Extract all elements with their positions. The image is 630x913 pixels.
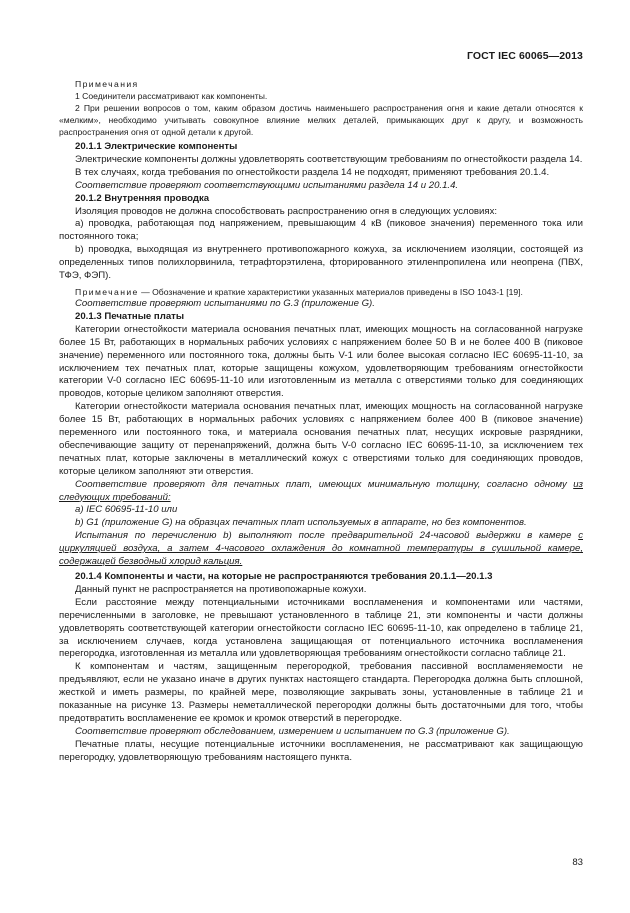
section-20-1-1-compliance: Соответствие проверяют соответствующими испытаниями раздела 14 и 20.1.4.	[75, 179, 459, 191]
section-20-1-4-paragraph-1: Данный пункт не распространяется на противопожарные кожухи.	[75, 583, 367, 595]
section-20-1-4-heading: 20.1.4 Компоненты и части, на которые не распространяются требования 20.1.1—20.1.3	[75, 571, 493, 582]
standard-code-header: ГОСТ IEC 60065—2013	[466, 50, 583, 62]
section-20-1-2-note-text: — Обозначение и краткие характеристики указанных материалов приведены в ISO 1043-1 [19].	[138, 286, 523, 297]
section-20-1-3-compliance	[59, 479, 583, 505]
section-20-1-4-paragraph-4: Печатные платы, несущие потенциальные источники воспламенения, не рассматривают как защищающую перегородку, удовлетворяющую требованиям настоящего пункта.	[59, 738, 583, 763]
note-item-2: 2 При решении вопросов о том, каким образом достичь наименьшего распространения огня и какие детали относятся к «мелким», необходимо учитывать совокупное влияние мелких деталей, примыкающих друг к другу, и возможность распространения огня от одной детали к другой.	[59, 103, 583, 137]
section-20-1-1-paragraph-2: В тех случаях, когда требования по огнестойкости раздела 14 не подходят, применяют требования 20.1.4.	[75, 166, 550, 178]
section-20-1-3-item-b: b) G1 (приложение G) на образцах печатных плат используемых в аппарате, но без компонентов.	[75, 517, 527, 529]
section-20-1-2-note	[59, 286, 583, 298]
section-20-1-3-paragraph-2: Категории огнестойкости материала основания печатных плат, имеющих мощность на согласованной нагрузке более 15 Вт, работающих в нормальных рабочих условиях с напряжением более 400 В (пиковое значение) переменного или постоянного тока, и материала основания печатных плат, несущих искровые разрядники, обеспечивающие защиту от перенапряжений, должна быть V-0 согласно IEC 60695-11-10, за исключением тех печатных плат, которые заключены в металлический кожух с отверстиями только для соединяющих проводов, которые целиком заполняют эти отверстия.	[59, 401, 583, 477]
notes-label: Примечания	[75, 79, 139, 89]
section-20-1-1-heading: 20.1.1 Электрические компоненты	[75, 141, 238, 152]
section-20-1-3-compliance-text: Соответствие проверяют для печатных плат, имеющих минимальную толщину, согласно одному	[75, 478, 574, 490]
section-20-1-2-item-b: b) проводка, выходящая из внутреннего противопожарного кожуха, за исключением изоляции, состоящей из определенных типов полихлорвинила, тетрафторэтилена, фторированного этиленпропилена или неопрена (ПВХ, ТФЭ, ФЭП).	[59, 244, 583, 282]
section-20-1-1-paragraph-1: Электрические компоненты должны удовлетворять соответствующим требованиям по огнестойкости раздела 14.	[75, 153, 583, 165]
page-body	[59, 78, 583, 765]
section-20-1-3-test-note-underlined: с циркуляцией воздуха, а затем 4-часового охлаждения до комнатной температуры в сушильной камере, содержащей безводный хлорид кальция.	[59, 530, 583, 568]
section-20-1-3-item-a: a) IEC 60695-11-10 или	[75, 504, 178, 516]
section-20-1-3-compliance-underlined: из следующих требований:	[59, 478, 583, 503]
section-20-1-2-paragraph-1: Изоляция проводов не должна способствовать распространению огня в следующих условиях:	[75, 205, 498, 217]
section-20-1-3-paragraph-1: Категории огнестойкости материала основания печатных плат, имеющих мощность на согласованной нагрузке более 15 Вт, работающих в нормальных рабочих условиях с напряжением более 50 В и не более 400 В (пиковое значение) переменного или постоянного тока, должны быть V-1 или более высокая согласно IEC 60695-11-10, за исключением тех печатных плат, которые защищены кожухом, удовлетворяющим требованиям огнестойкости категории V-0 согласно IEC 60695-11-10 или изготовленным из металла с отверстиями только для соединяющих проводов, которые целиком заполняют отверстия.	[59, 323, 583, 400]
section-20-1-3-heading: 20.1.3 Печатные платы	[75, 310, 185, 322]
section-20-1-2-note-label: Примечание	[75, 286, 139, 297]
section-20-1-2-item-a: a) проводка, работающая под напряжением, превышающим 4 кВ (пиковое значения) переменного тока или постоянного тока;	[59, 218, 583, 243]
section-20-1-2-heading: 20.1.2 Внутренняя проводка	[75, 192, 210, 204]
section-20-1-4-paragraph-2: Если расстояние между потенциальными источниками воспламенения и компонентами или частями, перечисленными в заголовке, не превышают установленного в таблице 21, эти компоненты и части должны удовлетворять соответствующей категории огнестойкости согласно IEC 60695-11-10, как определено в таблице 21, за исключением случаев, когда установлена защищающая от потенциального источника воспламенения перегородка, изготовленная из металла или удовлетворяющая требованиям огнестойкости согласно таблице 21.	[59, 596, 583, 660]
section-20-1-3-test-note	[59, 530, 583, 569]
note-item-1: 1 Соединители рассматривают как компоненты.	[75, 91, 268, 101]
section-20-1-3-test-note-text: Испытания по перечислению b) выполняют после предварительной 24-часовой выдержки в камере	[75, 530, 579, 542]
section-20-1-4-paragraph-3: К компонентам и частям, защищенным перегородкой, требования пассивной воспламеняемости не предъявляют, если не указано иначе в других пунктах настоящего стандарта. Перегородка должна быть сплошной, жесткой и иметь размеры, по крайней мере, позволяющие закрывать зоны, установленные в таблице 21 и показанные на рисунке 13. Размеры неметаллической перегородки должны быть достаточными для того, чтобы предотвратить воспламенение ее кромок и кромок отверстий в перегородке.	[59, 661, 583, 724]
section-20-1-2-compliance: Соответствие проверяют испытаниями по G.3 (приложение G).	[75, 297, 375, 309]
section-20-1-4-compliance: Соответствие проверяют обследованием, измерением и испытанием по G.3 (приложение G).	[75, 725, 510, 737]
page-number: 83	[572, 857, 583, 868]
